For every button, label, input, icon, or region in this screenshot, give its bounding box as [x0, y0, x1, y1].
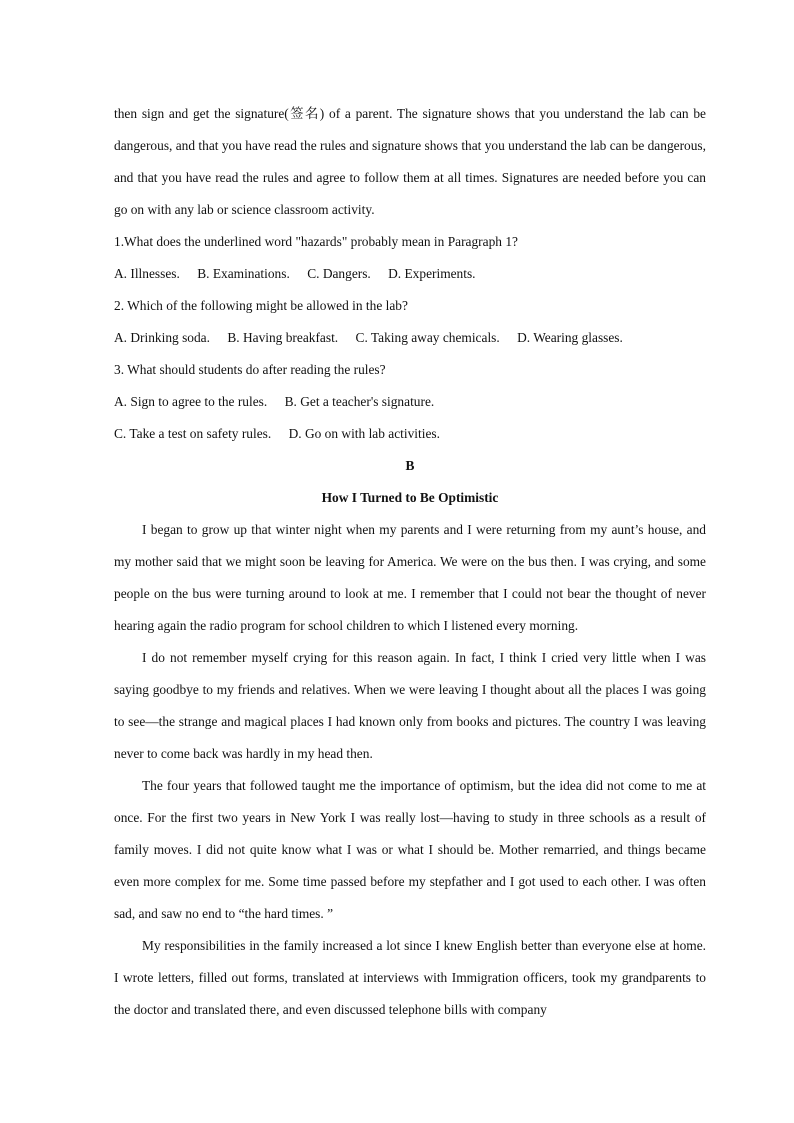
question-3-option-b: B. Get a teacher's signature. [284, 394, 435, 409]
document-page [114, 98, 706, 1026]
question-3-options-line-1 [114, 386, 706, 418]
question-3-option-a: A. Sign to agree to the rules. [114, 394, 268, 409]
question-2-stem: 2. Which of the following might be allowed in the lab? [114, 298, 408, 313]
question-2-options [114, 322, 706, 354]
passage-title: How I Turned to Be Optimistic [321, 490, 499, 505]
question-1-option-a: A. Illnesses. [114, 266, 180, 281]
question-1-option-c: C. Dangers. [307, 266, 371, 281]
passage-paragraph-3: The four years that followed taught me the importance of optimism, but the idea did not come to me at once. For the first two years in New York I was really lost—having to study in three schools as a result of family moves. I did not quite know what I was or what I should be. Mother remarried, and things became even more complex for me. Some time passed before my stepfather and I got used to each other. I was often sad, and saw no end to “the hard times. ” [114, 778, 706, 921]
passage-paragraph-2: I do not remember myself crying for this reason again. In fact, I think I cried very little when I was saying goodbye to my friends and relatives. When we were leaving I thought about all the places I was going to see—the strange and magical places I had known only from books and pictures. The country I was leaving never to come back was hardly in my head then. [114, 650, 706, 761]
question-1-option-d: D. Experiments. [388, 266, 476, 281]
continued-paragraph: then sign and get the signature(签名) of a parent. The signature shows that you understand the lab can be dangerous, and that you have read the rules and signature shows that you understand the lab can be dangerous, and that you have read the rules and agree to follow them at all times. Signatures are needed before you can go on with any lab or science classroom activity. [114, 106, 706, 217]
question-3-stem: 3. What should students do after reading the rules? [114, 362, 386, 377]
passage-paragraph-4: My responsibilities in the family increased a lot since I knew English better than everyone else at home. I wrote letters, filled out forms, translated at interviews with Immigration officers, took my grandparents to the doctor and translated there, and even discussed telephone bills with company [114, 938, 706, 1017]
question-1-options [114, 258, 706, 290]
question-1-option-b: B. Examinations. [197, 266, 290, 281]
question-3-option-c: C. Take a test on safety rules. [114, 426, 272, 441]
section-label: B [405, 458, 415, 473]
passage-paragraph-1: I began to grow up that winter night when my parents and I were returning from my aunt’s house, and my mother said that we might soon be leaving for America. We were on the bus then. I was crying, and some people on the bus were turning around to look at me. I remember that I could not bear the thought of never hearing again the radio program for school children to which I listened every morning. [114, 522, 706, 633]
question-1-stem: 1.What does the underlined word "hazards" probably mean in Paragraph 1? [114, 234, 518, 249]
question-2-option-b: B. Having breakfast. [227, 330, 339, 345]
question-2-option-c: C. Taking away chemicals. [355, 330, 500, 345]
question-3-options-line-2 [114, 418, 706, 450]
question-2-option-a: A. Drinking soda. [114, 330, 210, 345]
question-2-option-d: D. Wearing glasses. [517, 330, 623, 345]
question-3-option-d: D. Go on with lab activities. [288, 426, 440, 441]
